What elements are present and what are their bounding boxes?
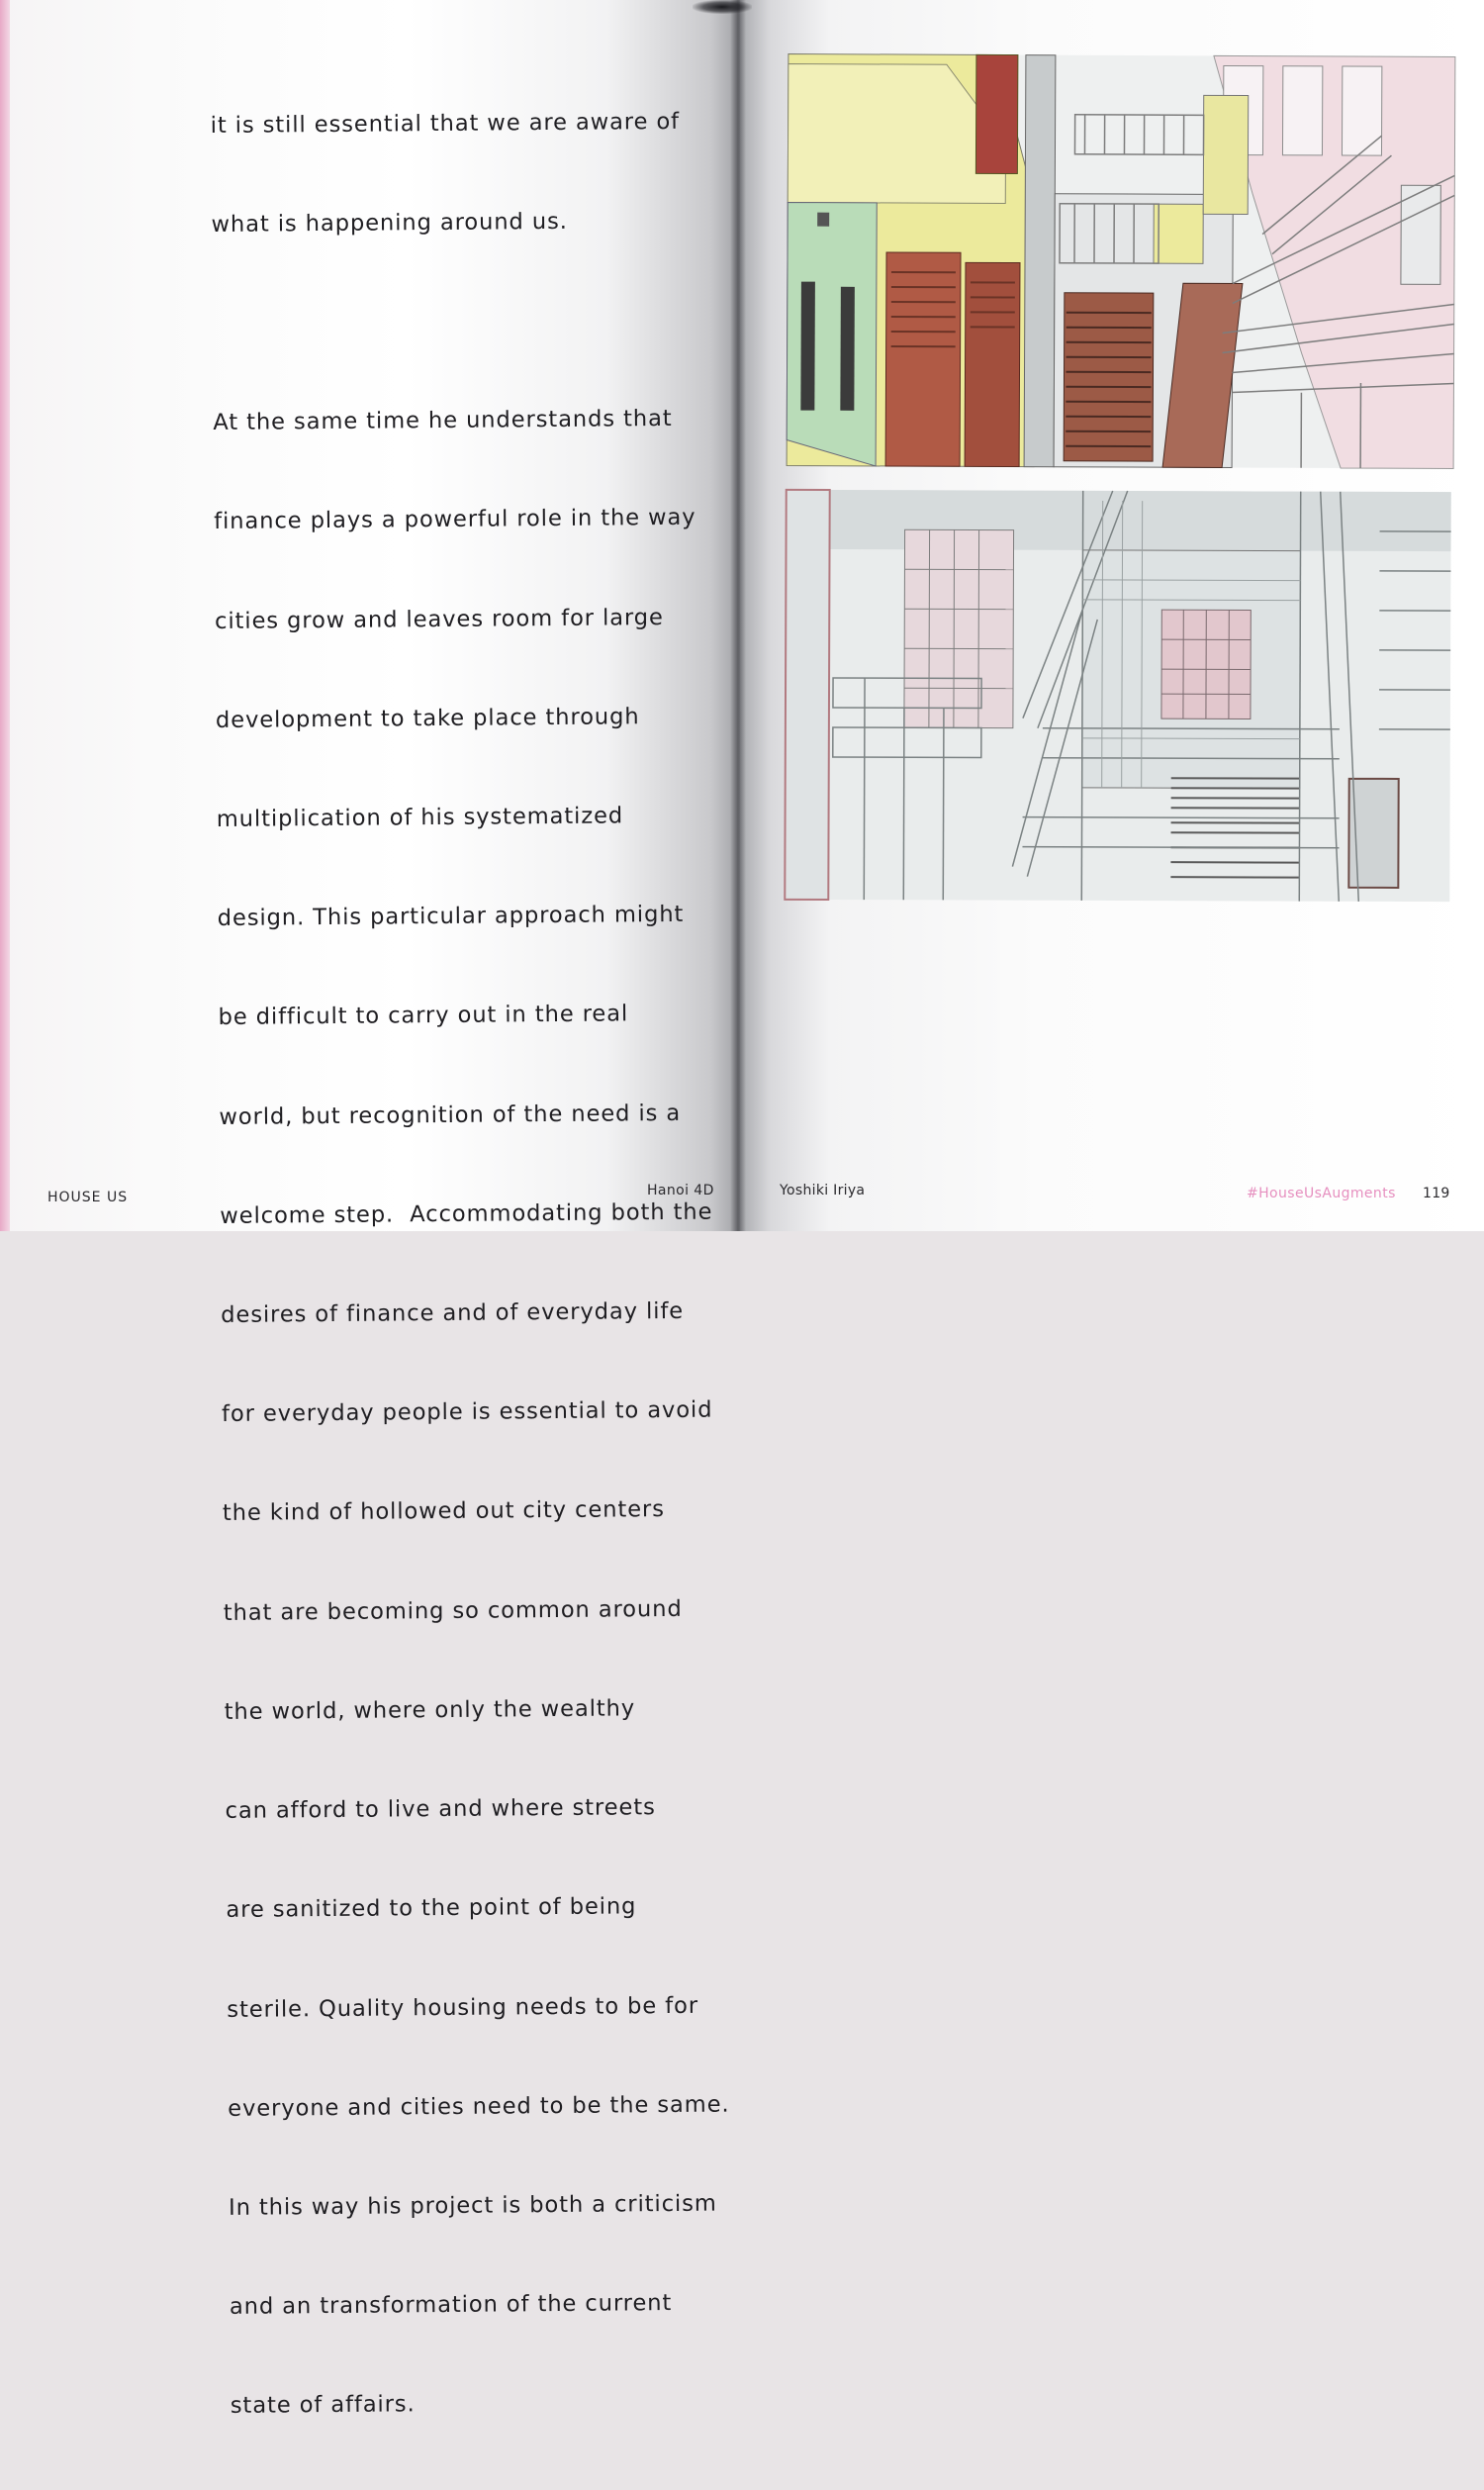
book-spine-edge <box>693 0 752 14</box>
text-line: and an transformation of the current <box>230 2287 744 2325</box>
text-line: that are becoming so common around <box>224 1592 738 1630</box>
text-line: the kind of hollowed out city centers <box>223 1493 737 1531</box>
footer-series-title: HOUSE US <box>47 1190 128 1205</box>
text-line: it is still essential that we are aware of <box>211 105 725 143</box>
text-line: can afford to live and where streets <box>225 1791 739 1829</box>
text-line: development to take place through <box>216 700 730 737</box>
footer-hashtag: #HouseUsAugments <box>1247 1186 1396 1201</box>
text-line: In this way his project is both a criticism <box>229 2187 743 2225</box>
text-line: what is happening around us. <box>211 204 725 241</box>
paragraph-1 <box>210 39 726 308</box>
text-line: At the same time he understands that <box>213 403 727 440</box>
text-line: finance plays a powerful role in the way <box>214 502 728 539</box>
text-line: be difficult to carry out in the real <box>218 998 732 1035</box>
text-line: state of affairs. <box>231 2386 745 2424</box>
text-line: world, but recognition of the need is a <box>219 1097 733 1134</box>
illustration-courtyard-color <box>787 54 1455 469</box>
stair-core-drawing <box>785 490 1450 902</box>
text-line: the world, where only the wealthy <box>225 1691 739 1729</box>
paragraph-2 <box>213 336 746 2490</box>
footer-project-title: Hanoi 4D <box>647 1183 714 1198</box>
text-line: welcome step. Accommodating both the <box>220 1196 734 1233</box>
book-gutter-shadow <box>730 0 746 1231</box>
courtyard-color-drawing <box>787 54 1455 469</box>
text-line: multiplication of his systematized <box>217 799 731 836</box>
page-number: 119 <box>1423 1186 1450 1201</box>
text-line: are sanitized to the point of being <box>226 1890 740 1928</box>
text-line: everyone and cities need to be the same. <box>228 2088 742 2126</box>
body-text <box>210 39 746 2489</box>
left-page <box>0 0 740 1231</box>
text-line: design. This particular approach might <box>218 899 732 936</box>
footer-author: Yoshiki Iriya <box>780 1183 865 1198</box>
illustration-stair-core <box>785 490 1450 902</box>
text-line: desires of finance and of everyday life <box>221 1294 735 1332</box>
book-spread <box>0 0 1484 1231</box>
text-line: cities grow and leaves room for large <box>215 601 729 638</box>
text-line: for everyday people is essential to avoid <box>222 1394 736 1432</box>
text-line: sterile. Quality housing needs to be for <box>227 1989 741 2027</box>
